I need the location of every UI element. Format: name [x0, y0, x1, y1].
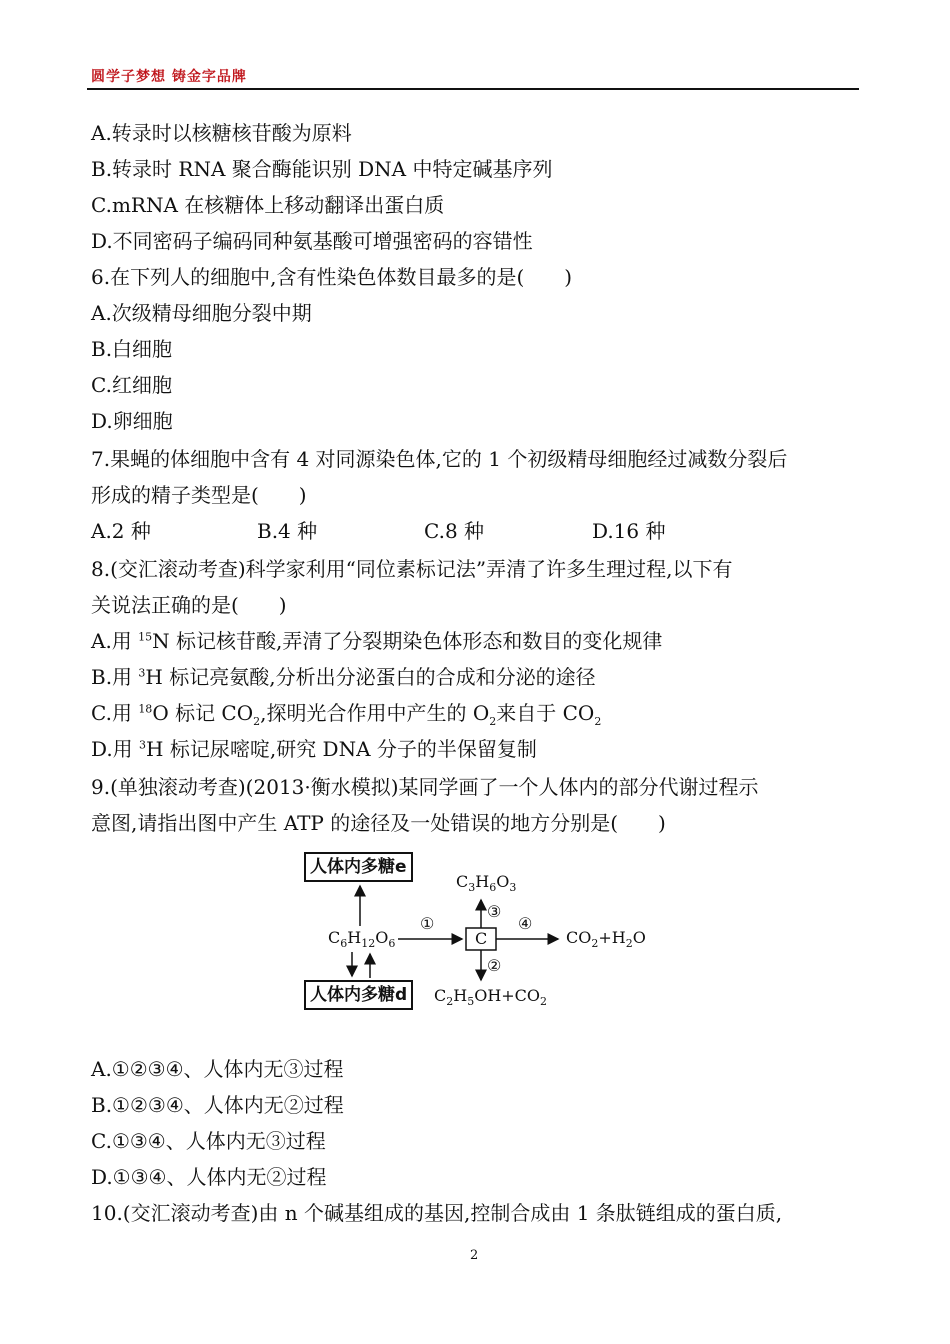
box-polysaccharide-e: 人体内多糖e [304, 852, 413, 882]
header-brand: 圆学子梦想 铸金字品牌 [91, 69, 247, 85]
q6-option-a: A.次级精母细胞分裂中期 [91, 301, 312, 325]
q8-option-b: B.用 $^3$H 标记亮氨酸,分析出分泌蛋白的合成和分泌的途径 [91, 665, 596, 689]
q7-option-a: A.2 种 [91, 519, 151, 543]
q8-option-d: D.用 $^3$H 标记尿嘧啶,研究 DNA 分子的半保留复制 [91, 737, 537, 761]
q10-stem-line1: 10.(交汇滚动考查)由 n 个碱基组成的基因,控制合成由 1 条肽链组成的蛋白质, [91, 1201, 783, 1225]
label-step-2: ② [487, 956, 502, 975]
page-number: 2 [470, 1248, 479, 1263]
q8-option-a: A.用 $^{15}$N 标记核苷酸,弄清了分裂期染色体形态和数目的变化规律 [91, 629, 663, 653]
prev-option-b: B.转录时 RNA 聚合酶能识别 DNA 中特定碱基序列 [91, 157, 553, 181]
q9-option-a: A.①②③④、人体内无③过程 [91, 1057, 344, 1081]
label-co2-h2o: $CO_2+H_2O$ [566, 928, 646, 951]
q6-option-d: D.卵细胞 [91, 409, 173, 433]
prev-option-d: D.不同密码子编码同种氨基酸可增强密码的容错性 [91, 229, 533, 253]
q9-option-d: D.①③④、人体内无②过程 [91, 1165, 327, 1189]
q7-stem-line1: 7.果蝇的体细胞中含有 4 对同源染色体,它的 1 个初级精母细胞经过减数分裂后 [91, 447, 788, 471]
prev-option-a: A.转录时以核糖核苷酸为原料 [91, 121, 352, 145]
label-step-1: ① [420, 914, 435, 933]
q8-option-c: C.用 $^{18}$O 标记 $CO_2$,探明光合作用中产生的 $O_2$来自于 $CO_2$ [91, 701, 602, 728]
q9-option-c: C.①③④、人体内无③过程 [91, 1129, 326, 1153]
q6-option-c: C.红细胞 [91, 373, 172, 397]
q7-stem-line2: 形成的精子类型是( ) [91, 483, 307, 507]
q8-stem-line1: 8.(交汇滚动考查)科学家利用“同位素标记法”弄清了许多生理过程,以下有 [91, 557, 733, 581]
label-step-3: ③ [487, 902, 502, 921]
q7-option-d: D.16 种 [592, 519, 666, 543]
q8-stem-line2: 关说法正确的是( ) [91, 593, 287, 617]
box-polysaccharide-d: 人体内多糖d [304, 980, 413, 1010]
q6-option-b: B.白细胞 [91, 337, 173, 361]
header-rule [87, 88, 859, 90]
label-step-4: ④ [518, 914, 533, 933]
q7-option-c: C.8 种 [424, 519, 485, 543]
label-lactate: $C_3H_6O_3$ [456, 872, 517, 895]
q7-option-b: B.4 种 [257, 519, 318, 543]
metabolism-diagram [290, 848, 670, 1018]
q6-stem: 6.在下列人的细胞中,含有性染色体数目最多的是( ) [91, 265, 573, 289]
label-glucose: $C_6H_{12}O_6$ [328, 928, 396, 951]
q9-stem-line2: 意图,请指出图中产生 ATP 的途径及一处错误的地方分别是( ) [91, 811, 666, 835]
label-center-c: C [475, 929, 488, 948]
q9-stem-line1: 9.(单独滚动考查)(2013·衡水模拟)某同学画了一个人体内的部分代谢过程示 [91, 775, 759, 799]
q9-option-b: B.①②③④、人体内无②过程 [91, 1093, 344, 1117]
label-ethanol-co2: $C_2H_5OH+CO_2$ [434, 986, 548, 1009]
prev-option-c: C.mRNA 在核糖体上移动翻译出蛋白质 [91, 193, 445, 217]
